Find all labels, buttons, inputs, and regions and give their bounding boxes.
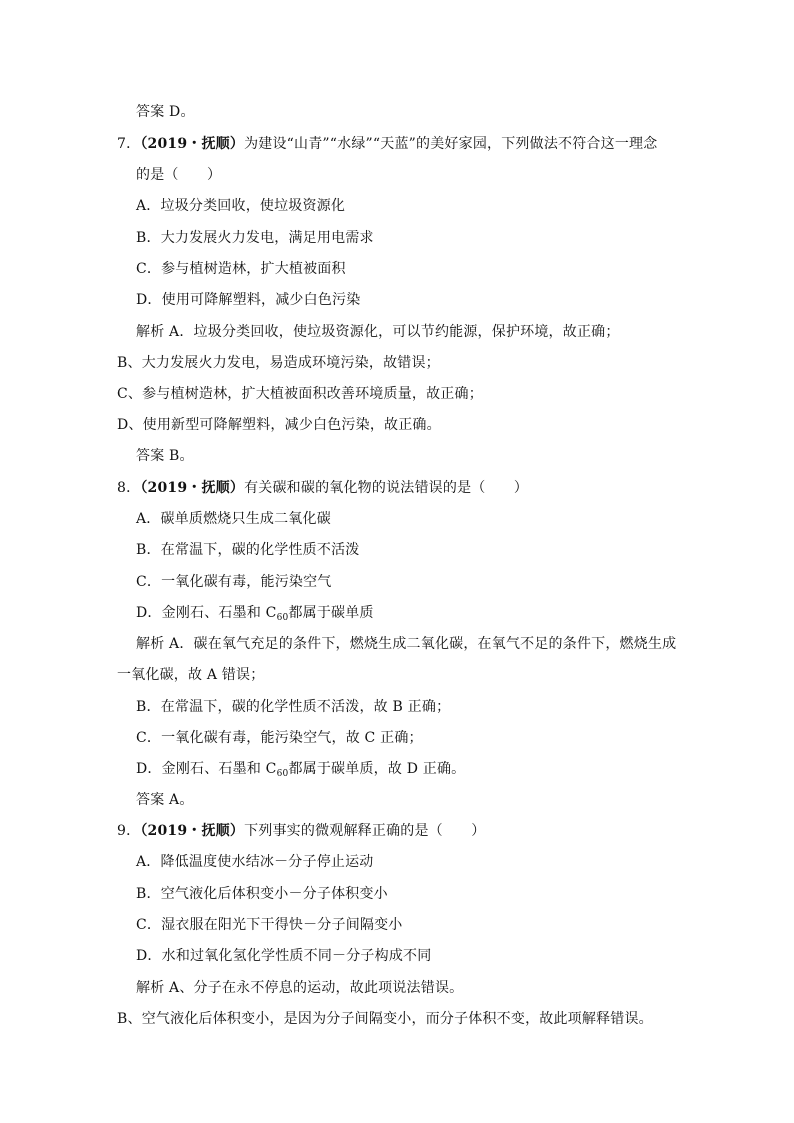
q8-option-a: A．碳单质燃烧只生成二氧化碳 [136, 511, 331, 527]
q8-analysis-b: B．在常温下，碳的化学性质不活泼，故 B 正确； [136, 699, 451, 715]
q7-number: 7． [117, 136, 141, 152]
q7-analysis-line-2: B、大力发展火力发电，易造成环境污染，故错误； [117, 355, 440, 371]
q8-stem-text: 有关碳和碳的氧化物的说法错误的是（ ） [244, 480, 529, 496]
q7-answer: 答案 B。 [136, 448, 194, 464]
q9-source: （2019・抚顺） [140, 823, 245, 839]
q6-answer: 答案 D。 [136, 104, 195, 120]
q8-analysis-line-1: 解析 A．碳在氧气充足的条件下，燃烧生成二氧化碳，在氧气不足的条件下，燃烧生成 [136, 636, 677, 652]
q7-analysis-line-3: C、参与植树造林，扩大植被面积改善环境质量，故正确； [117, 386, 483, 402]
q8-analysis-line-2: 一氧化碳，故 A 错误； [117, 667, 265, 683]
q9-option-c: C．湿衣服在阳光下干得快－分子间隔变小 [136, 917, 403, 933]
q9-analysis-line-2: B、空气液化后体积变小，是因为分子间隔变小，而分子体积不变，故此项解释错误。 [117, 1011, 653, 1027]
q7-option-d: D．使用可降解塑料，减少白色污染 [136, 292, 361, 308]
q8-answer: 答案 A。 [136, 792, 194, 808]
q7-stem-line-2: 的是（ ） [136, 167, 222, 183]
q8-stem [117, 478, 528, 498]
q8-analysis-c: C．一氧化碳有毒，能污染空气，故 C 正确； [136, 730, 423, 746]
q8-option-d-text: D．金刚石、石墨和 C [136, 605, 277, 621]
q9-option-a: A．降低温度使水结冰－分子停止运动 [136, 854, 374, 870]
q9-number: 9． [117, 823, 141, 839]
q8-analysis-d-subscript: 60 [276, 769, 289, 779]
q7-option-a: A．垃圾分类回收，使垃圾资源化 [136, 198, 346, 214]
q7-analysis-line-1: 解析 A．垃圾分类回收，使垃圾资源化，可以节约能源，保护环境，故正确； [136, 324, 620, 340]
q8-analysis-d-text: D．金刚石、石墨和 C [136, 761, 277, 777]
q7-stem-text: 为建设“山青”“水绿”“天蓝”的美好家园，下列做法不符合这一理念 [244, 136, 658, 152]
q9-analysis-line-1: 解析 A、分子在永不停息的运动，故此项说法错误。 [136, 980, 464, 996]
q8-option-d [136, 603, 374, 623]
q7-analysis-line-4: D、使用新型可降解塑料，减少白色污染，故正确。 [117, 417, 441, 433]
q9-option-b: B．空气液化后体积变小－分子体积变小 [136, 886, 388, 902]
q9-option-d: D．水和过氧化氢化学性质不同－分子构成不同 [136, 948, 432, 964]
q8-source: （2019・抚顺） [140, 480, 245, 496]
q9-stem [117, 821, 485, 841]
q8-option-b: B．在常温下，碳的化学性质不活泼 [136, 542, 360, 558]
q8-analysis-d [136, 759, 465, 779]
q8-analysis-d-text-end: 都属于碳单质，故 D 正确。 [288, 761, 466, 777]
q8-option-c: C．一氧化碳有毒，能污染空气 [136, 574, 332, 590]
q9-stem-text: 下列事实的微观解释正确的是（ ） [244, 823, 486, 839]
q8-option-d-subscript: 60 [276, 613, 289, 623]
q7-stem-line-1 [117, 134, 657, 154]
q8-number: 8． [117, 480, 141, 496]
q7-option-c: C．参与植树造林，扩大植被面积 [136, 261, 346, 277]
q8-option-d-text-end: 都属于碳单质 [288, 605, 374, 621]
q7-option-b: B．大力发展火力发电，满足用电需求 [136, 230, 374, 246]
q7-source: （2019・抚顺） [140, 136, 245, 152]
